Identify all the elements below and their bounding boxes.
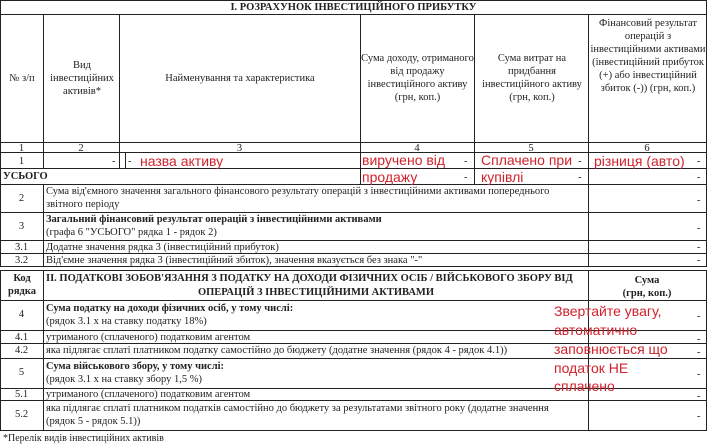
row1-expense[interactable]: - [578, 156, 582, 167]
annotation-line: сплачено [554, 378, 615, 394]
row1-asset-name[interactable]: - [128, 156, 132, 167]
row5-code: 5 [18, 367, 25, 378]
row5-text-bold: Сума військового збору, у тому числі: [46, 361, 225, 372]
row51-code: 5.1 [14, 389, 29, 400]
row31-text: Додатне значення рядка 3 (інвестиційний прибуток) [46, 242, 279, 253]
annotation-expense-1: Сплачено при [481, 152, 573, 168]
annotation-expense-2: купівлі [481, 169, 524, 185]
total-income: - [464, 172, 468, 183]
annotation-line: податок НЕ [554, 360, 629, 376]
col-number-5: 5 [528, 143, 534, 154]
row42-code: 4.2 [14, 345, 29, 356]
row4-value: - [697, 311, 701, 322]
footnote: *Перелік видів інвестиційних активів [3, 433, 164, 444]
row51-text: утриманого (сплаченого) податковим агентом [46, 389, 251, 400]
header-number: № з/п [9, 73, 35, 84]
row2-text: Сума від'ємного значення загального фінансового результату операцій з інвестиційними активами попереднього звітного періоду [46, 186, 550, 210]
row3-text: (графа 6 "УСЬОГО" рядка 1 - рядок 2) [46, 227, 217, 238]
header-name: Найменування та характеристика [165, 73, 315, 84]
row5-text: (рядок 3.1 х на ставку збору 1,5 %) [46, 374, 202, 385]
total-label: УСЬОГО [3, 171, 48, 182]
total-expense: - [578, 172, 582, 183]
row4-text-bold: Сума податку на доходи фізичних осіб, у тому числі: [46, 303, 294, 314]
row5-value: - [697, 369, 701, 380]
annotation-asset-name: назва активу [140, 153, 224, 169]
annotation-line: Звертайте увагу, [554, 303, 662, 319]
row52-value: - [697, 411, 701, 422]
row3-code: 3 [18, 221, 25, 232]
annotation-income-1: виручено від [362, 152, 446, 168]
header-result: Фінансовий результат операцій з інвестиційними активами (інвестиційний прибуток (+) або інвестиційний збиток (-)) (грн, коп.) [590, 18, 706, 94]
row42-value: - [697, 347, 701, 358]
row32-code: 3.2 [14, 255, 29, 266]
row52-text2: (рядок 5 - рядок 5.1)) [46, 416, 141, 427]
section1-title: І. РОЗРАХУНОК ІНВЕСТИЦІЙНОГО ПРИБУТКУ [230, 2, 477, 13]
col-number-2: 2 [78, 143, 84, 154]
row2-code: 2 [18, 193, 25, 204]
row4-code: 4 [18, 309, 25, 320]
annotation-line: автоматично [554, 322, 638, 338]
col-number-3: 3 [236, 143, 243, 154]
row32-text: Від'ємне значення рядка 3 (інвестиційний збиток), значення вказується без знака "-" [46, 255, 423, 266]
row41-value: - [697, 334, 701, 345]
col-number-6: 6 [644, 143, 650, 154]
sum-header-2: (грн, коп.) [622, 288, 672, 299]
row1-income[interactable]: - [464, 156, 468, 167]
section2-title-line1: ІІ. ПОДАТКОВІ ЗОБОВ'ЯЗАННЯ З ПОДАТКУ НА ДОХОДИ ФІЗИЧНИХ ОСІБ / ВІЙСЬКОВОГО ЗБОРУ ВІД [46, 273, 573, 284]
row52-text: яка підлягає сплаті платником податків самостійно до бюджету за результатами звітного року (додатне значення [46, 403, 549, 414]
row31-value: - [697, 242, 701, 253]
annotation-income-2: продажу [362, 169, 418, 185]
row41-text: утриманого (сплаченого) податковим агентом [46, 332, 251, 343]
header-expense: Сума витрат на придбання інвестиційного активу (грн, коп.) [482, 53, 582, 103]
header-income: Сума доходу, отриманого від продажу інвестиційного активу (грн, коп.) [361, 53, 474, 103]
row31-code: 3.1 [14, 242, 29, 253]
row1-asset-type[interactable]: - [112, 156, 116, 167]
row2-value: - [697, 195, 701, 206]
row3-value: - [697, 223, 701, 234]
row32-value: - [697, 255, 701, 266]
total-result: - [697, 172, 701, 183]
row1-result: - [697, 156, 701, 167]
row51-value: - [697, 391, 701, 402]
row4-text: (рядок 3.1 х на ставку податку 18%) [46, 316, 207, 327]
annotation-line: заповнюється що [554, 341, 668, 357]
header-asset-type: Вид інвестиційних активів* [50, 60, 114, 97]
row1-number: 1 [18, 156, 25, 167]
code-header: Код рядка [8, 273, 36, 297]
row41-code: 4.1 [14, 332, 29, 343]
sum-header-1: Сума [634, 275, 660, 286]
col-number-4: 4 [414, 143, 420, 154]
col-number-1: 1 [18, 143, 25, 154]
annotation-result: різниця (авто) [594, 153, 685, 169]
section2-title-line2: ОПЕРАЦІЙ З ІНВЕСТИЦІЙНИМИ АКТИВАМИ [197, 287, 435, 298]
row3-text-bold: Загальний фінансовий результат операцій з інвестиційними активами [46, 214, 382, 225]
row52-code: 5.2 [14, 409, 29, 420]
row42-text: яка підлягає сплаті платником податку самостійно до бюджету (додатне значення (рядок 4 - рядок 4.1)) [46, 345, 508, 356]
